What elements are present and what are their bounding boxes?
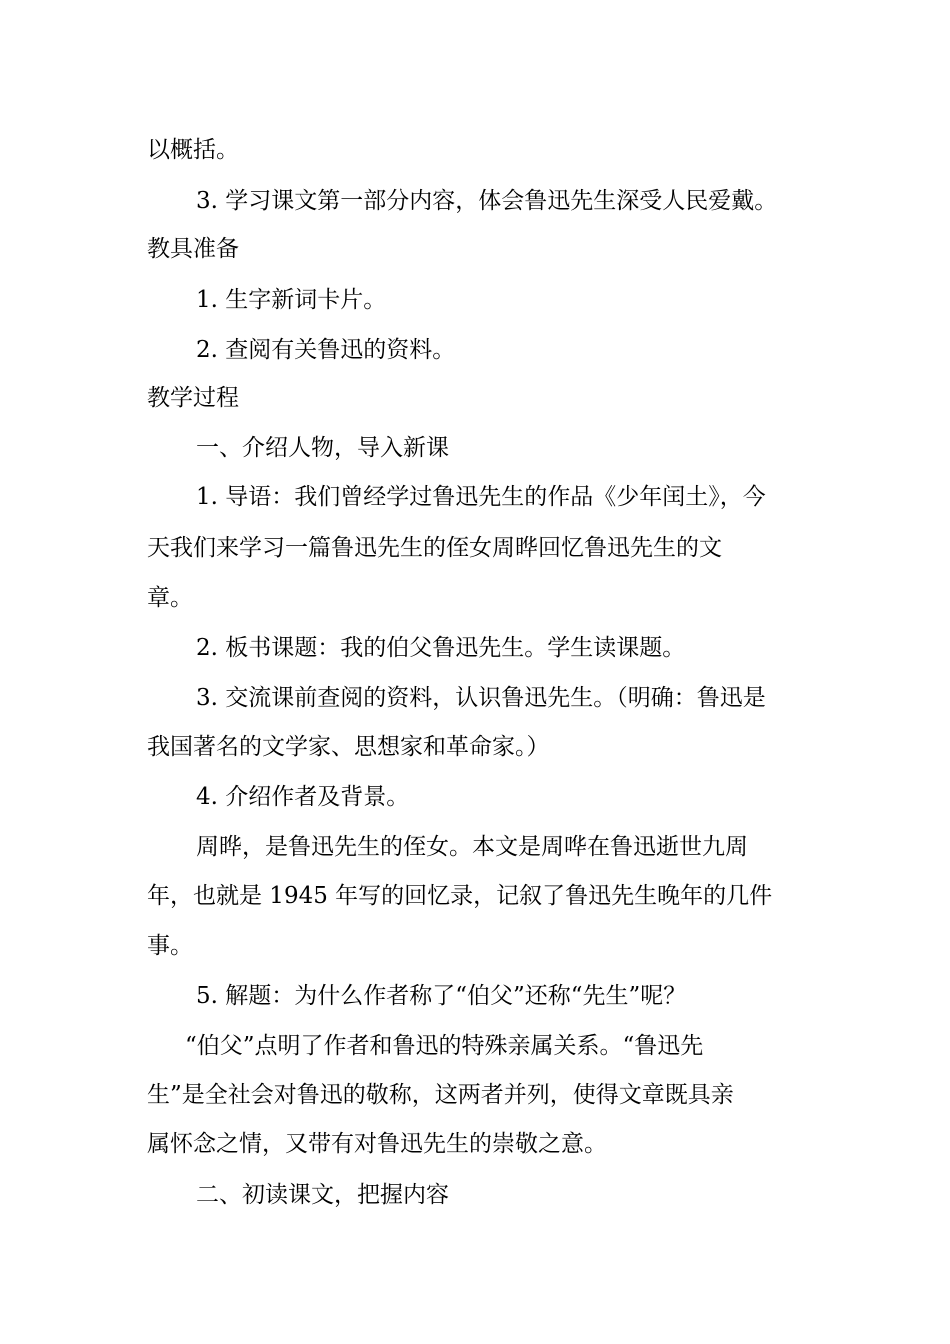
text-line: 3. 交流课前查阅的资料，认识鲁迅先生。（明确：鲁迅是 [196,685,766,711]
text-line: 1. 导语：我们曾经学过鲁迅先生的作品《少年闰土》，今 [196,484,766,510]
text-line: 我国著名的文学家、思想家和革命家。） [147,734,550,760]
text-line: 天我们来学习一篇鲁迅先生的侄女周晔回忆鲁迅先生的文 [147,535,722,561]
text-line: 章。 [147,585,193,611]
text-line: 周晔，是鲁迅先生的侄女。本文是周哗在鲁迅逝世九周 [196,834,748,860]
text-line: “伯父”点明了作者和鲁迅的特殊亲属关系。“鲁迅先 [185,1033,704,1059]
section-heading-teaching-aids: 教具准备 [147,236,239,262]
text-line: 生”是全社会对鲁迅的敬称，这两者并列，使得文章既具亲 [147,1082,734,1108]
section-heading-teaching-process: 教学过程 [147,385,239,411]
text-line: 以概括。 [147,137,239,163]
text-line: 4. 介绍作者及背景。 [196,784,410,810]
step-heading-2: 二、初读课文，把握内容 [196,1182,449,1208]
text-line: 2. 板书课题：我的伯父鲁迅先生。学生读课题。 [196,635,686,661]
text-line: 年，也就是 1945 年写的回忆录，记叙了鲁迅先生晚年的几件 [147,883,773,909]
text-line: 事。 [147,933,193,959]
teaching-aid-1: 1. 生字新词卡片。 [196,287,387,313]
step-heading-1: 一、介绍人物，导入新课 [196,435,449,461]
text-line: 属怀念之情，又带有对鲁迅先生的崇敬之意。 [147,1131,607,1157]
text-line: 5. 解题：为什么作者称了“伯父”还称“先生”呢？ [196,983,687,1009]
teaching-aid-2: 2. 查阅有关鲁迅的资料。 [196,337,456,363]
objective-3: 3. 学习课文第一部分内容，体会鲁迅先生深受人民爱戴。 [196,188,778,214]
